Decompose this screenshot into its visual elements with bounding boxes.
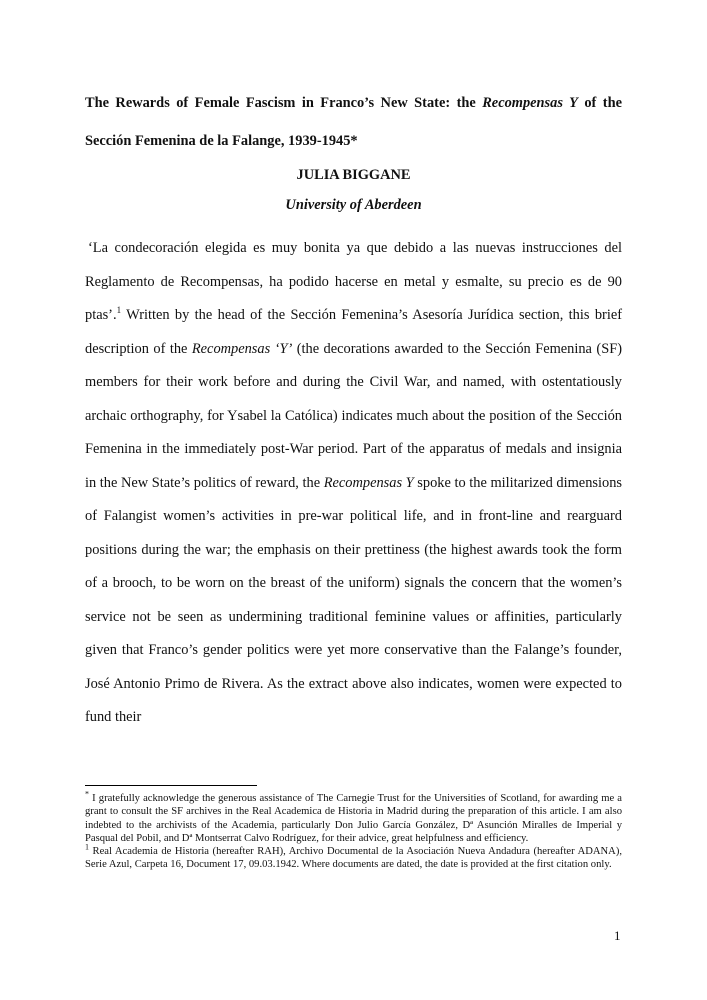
body-text-2: (the decorations awarded to the Sección Femenina (SF) members for their work before and during the Civil War, and named, with ostentatiously archaic orthography, for Ysabel la Católica) indicates much about the position of the Sección Femenina in the immediately post-War period. Part of the apparatus of medals and insignia in the New State’s politics of reward, the [85,340,622,491]
article-title [85,84,622,160]
footnote-star-mark: * [85,789,89,799]
footnotes [85,789,622,872]
title-text-italic: Recompensas Y [482,95,578,111]
body-text-3: spoke to the militarized dimensions of Falangist women’s activities in pre-war political life, and in front-line and rearguard positions during the war; the emphasis on their prettiness (the highest awards took the form of a brooch, to be worn on the breast of the uniform) signals the concern that the women’s service not be seen as undermining traditional feminine values or affinities, particularly given that Franco’s gender politics were yet more conservative than the Falange’s founder, José Antonio Primo de Rivera. As the extract above also indicates, women were expected to fund their [85,474,622,725]
body-text-1: Written by the head of the Sección Femenina’s Asesoría Jurídica section, this brief description of the [85,307,622,357]
title-text-c: of the Sección Femenina de la Falange, 1939-1945* [85,95,622,149]
footnote-star-text: I gratefully acknowledge the generous assistance of The Carnegie Trust for the Universities of Scotland, for awarding me a grant to consult the SF archives in the Real Academica de Historia in Madrid during the preparation of this article. I am also indebted to the archivists of the Academia, particularly Don Julio García González, Dª Asunción Miralles de Imperial y Pasqual del Pobil, and Dª Montserrat Calvo Rodríguez, for their advice, great helpfulness and efficiency. [85,793,622,844]
footnote-1-mark: 1 [85,842,89,852]
body-quote: ‘La condecoración elegida es muy bonita ya que debido a las nuevas instrucciones del Reglamento de Recompensas, ha podido hacerse en metal y esmalte, su precio es de 90 ptas’. [85,240,622,323]
footnote-star [85,789,622,845]
author-name: JULIA BIGGANE [296,167,411,183]
footnote-1-text: Real Academia de Historia (hereafter RAH), Archivo Documental de la Asociación Nueva Andadura (hereafter ADANA), Serie Azul, Carpeta 16, Document 17, 09.03.1942. Where documents are dated, the date is provided at the first citation only. [85,846,622,871]
body-italic-2: Recompensas Y [323,474,414,491]
footnote-divider [85,785,257,786]
footnote-1 [85,842,622,872]
body-italic-1: Recompensas ‘Y’ [191,340,293,357]
footnote-ref-1[interactable]: 1 [116,305,122,316]
page-number: 1 [614,928,621,943]
author-affiliation: University of Aberdeen [285,197,422,213]
article-page [85,84,622,749]
body-paragraph [85,232,622,735]
title-text-a: The Rewards of Female Fascism in Franco’s New State: the [85,95,483,111]
